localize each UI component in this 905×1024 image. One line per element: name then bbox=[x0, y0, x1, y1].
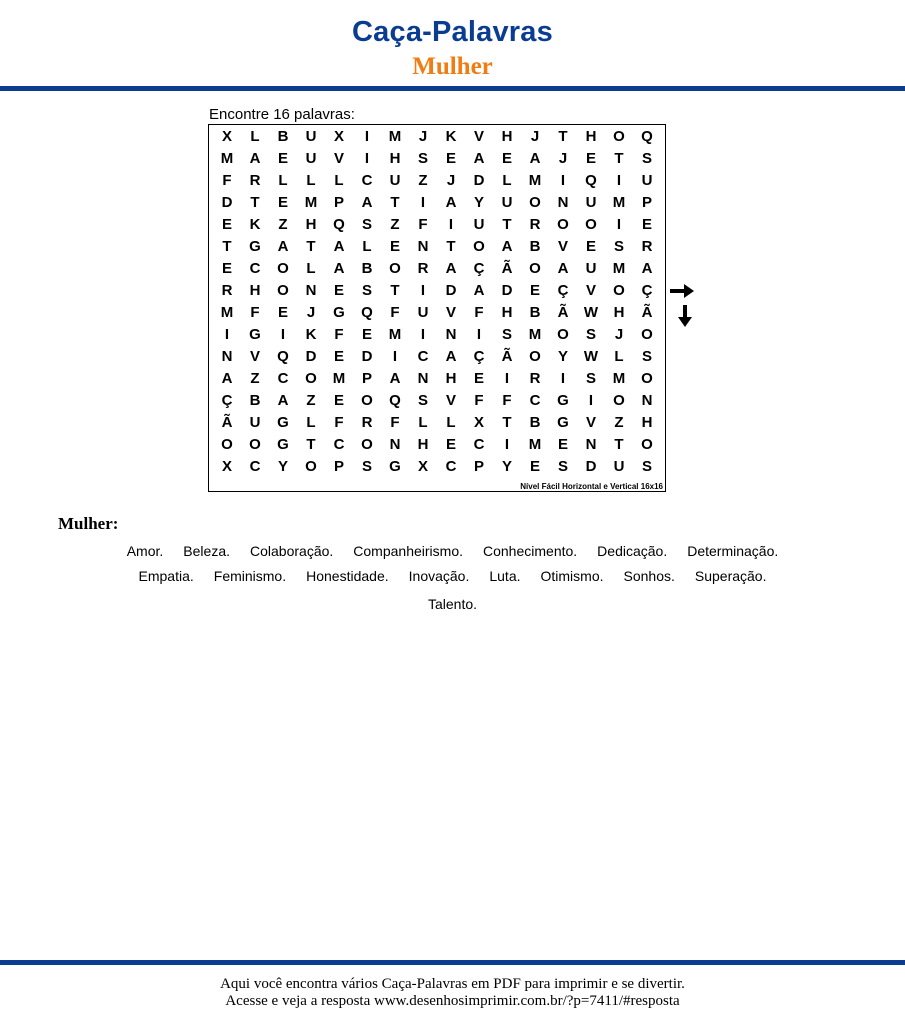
grid-letter: A bbox=[445, 260, 457, 277]
grid-letter: L bbox=[306, 260, 316, 277]
grid-letter: C bbox=[277, 370, 289, 387]
grid-letter: A bbox=[277, 238, 289, 255]
grid-letter: M bbox=[612, 194, 626, 211]
grid-letter: E bbox=[389, 238, 400, 255]
arrow-down-icon bbox=[678, 305, 692, 327]
grid-letter: A bbox=[445, 348, 457, 365]
grid-letter: O bbox=[641, 326, 653, 343]
grid-letter: O bbox=[529, 260, 541, 277]
grid-letter: H bbox=[641, 414, 653, 431]
grid-letter: F bbox=[474, 304, 484, 321]
grid-letter: Ç bbox=[473, 348, 485, 365]
grid-letter: O bbox=[277, 260, 289, 277]
grid-letter: G bbox=[277, 436, 289, 453]
grid-letter: O bbox=[221, 436, 233, 453]
grid-letter: O bbox=[641, 370, 653, 387]
grid-letter: X bbox=[333, 128, 344, 145]
grid-letter: G bbox=[557, 392, 569, 409]
word-list-item: Otimismo. bbox=[540, 568, 604, 584]
grid-letter: O bbox=[361, 436, 373, 453]
grid-letter: A bbox=[277, 392, 289, 409]
grid-letter: H bbox=[417, 436, 429, 453]
grid-letter: N bbox=[445, 326, 457, 343]
grid-letter: Y bbox=[557, 348, 568, 365]
grid-letter: V bbox=[585, 414, 596, 431]
grid-letter: X bbox=[221, 458, 232, 475]
word-list-item: Colaboração. bbox=[250, 543, 334, 559]
grid-letter: E bbox=[277, 194, 288, 211]
grid-letter: C bbox=[249, 458, 261, 475]
grid-letter: R bbox=[249, 172, 261, 189]
grid-letter: E bbox=[529, 282, 540, 299]
grid-letter: O bbox=[473, 238, 485, 255]
grid-letter: L bbox=[502, 172, 512, 189]
grid-letter: D bbox=[305, 348, 317, 365]
grid-letter: J bbox=[306, 304, 316, 321]
grid-letter: C bbox=[445, 458, 457, 475]
grid-letter: O bbox=[613, 392, 625, 409]
grid-letter: D bbox=[585, 458, 597, 475]
grid-letter: V bbox=[445, 304, 456, 321]
grid-letter: M bbox=[332, 370, 346, 387]
grid-letter: V bbox=[585, 282, 596, 299]
grid-letter: N bbox=[221, 348, 233, 365]
grid-letter: V bbox=[557, 238, 568, 255]
grid-letter: U bbox=[389, 172, 401, 189]
grid-letter: E bbox=[557, 436, 568, 453]
grid-letter: B bbox=[529, 238, 541, 255]
grid-letter: N bbox=[417, 238, 429, 255]
grid-letter: L bbox=[334, 172, 344, 189]
grid-letter: F bbox=[334, 414, 344, 431]
grid-letter: E bbox=[501, 150, 512, 167]
grid-letter: E bbox=[277, 304, 288, 321]
puzzle-instructions: Encontre 16 palavras: bbox=[209, 106, 355, 123]
grid-letter: I bbox=[616, 216, 622, 233]
grid-letter: C bbox=[361, 172, 373, 189]
grid-letter: S bbox=[641, 348, 652, 365]
grid-letter: R bbox=[529, 216, 541, 233]
grid-letter: E bbox=[221, 260, 232, 277]
word-list-item: Empatia. bbox=[138, 568, 194, 584]
grid-letter: M bbox=[612, 370, 626, 387]
grid-letter: B bbox=[277, 128, 289, 145]
grid-letter: O bbox=[613, 282, 625, 299]
grid-letter: E bbox=[585, 150, 596, 167]
grid-letter: I bbox=[420, 326, 426, 343]
grid-letter: D bbox=[221, 194, 233, 211]
grid-letter: Z bbox=[278, 216, 288, 233]
grid-letter: H bbox=[305, 216, 317, 233]
grid-letter: Z bbox=[250, 370, 260, 387]
grid-letter: U bbox=[501, 194, 513, 211]
bottom-divider bbox=[0, 960, 905, 965]
grid-letter: D bbox=[473, 172, 485, 189]
grid-letter: L bbox=[278, 172, 288, 189]
grid-letter: L bbox=[362, 238, 372, 255]
word-list-item: Feminismo. bbox=[213, 568, 287, 584]
grid-letter: Q bbox=[277, 348, 289, 365]
grid-letter: H bbox=[585, 128, 597, 145]
grid-letter: V bbox=[249, 348, 260, 365]
grid-letter: H bbox=[501, 304, 513, 321]
grid-letter: S bbox=[361, 216, 372, 233]
grid-letter: N bbox=[585, 436, 597, 453]
grid-letter: U bbox=[585, 194, 597, 211]
grid-letter: R bbox=[221, 282, 233, 299]
grid-letter: F bbox=[390, 304, 400, 321]
grid-letter: Q bbox=[361, 304, 373, 321]
grid-letter: U bbox=[305, 128, 317, 145]
grid-letter: S bbox=[585, 326, 596, 343]
grid-letter: U bbox=[641, 172, 653, 189]
grid-letter: R bbox=[417, 260, 429, 277]
grid-letter: Ã bbox=[501, 260, 513, 277]
grid-letter: T bbox=[222, 238, 232, 255]
grid-letter: P bbox=[473, 458, 484, 475]
grid-letter: T bbox=[558, 128, 568, 145]
grid-letter: B bbox=[249, 392, 261, 409]
grid-letter: U bbox=[473, 216, 485, 233]
grid-letter: D bbox=[361, 348, 373, 365]
grid-letter: A bbox=[473, 150, 485, 167]
grid-letter: E bbox=[445, 150, 456, 167]
grid-letter: I bbox=[364, 128, 370, 145]
grid-letter: H bbox=[613, 304, 625, 321]
grid-letter: O bbox=[277, 282, 289, 299]
grid-letter: V bbox=[445, 392, 456, 409]
grid-letter: M bbox=[220, 150, 234, 167]
grid-letter: E bbox=[585, 238, 596, 255]
word-search-grid bbox=[208, 124, 666, 492]
grid-letter: E bbox=[333, 348, 344, 365]
grid-letter: E bbox=[277, 150, 288, 167]
grid-letter: N bbox=[557, 194, 569, 211]
grid-letter: O bbox=[529, 348, 541, 365]
grid-letter: Ç bbox=[221, 392, 233, 409]
word-list-item: Beleza. bbox=[183, 543, 230, 559]
grid-letter: C bbox=[473, 436, 485, 453]
grid-letter: E bbox=[473, 370, 484, 387]
grid-letter: L bbox=[614, 348, 624, 365]
grid-letter: R bbox=[641, 238, 653, 255]
grid-letter: T bbox=[390, 282, 400, 299]
difficulty-label: Nível Fácil Horizontal e Vertical 16x16 bbox=[520, 482, 663, 491]
grid-letter: I bbox=[448, 216, 454, 233]
grid-letter: M bbox=[304, 194, 318, 211]
grid-letter: D bbox=[501, 282, 513, 299]
grid-letter: F bbox=[222, 172, 232, 189]
grid-letter: K bbox=[445, 128, 457, 145]
grid-letter: A bbox=[221, 370, 233, 387]
grid-letter: J bbox=[530, 128, 540, 145]
grid-letter: A bbox=[389, 370, 401, 387]
word-list-item: Inovação. bbox=[408, 568, 470, 584]
grid-letter: I bbox=[560, 172, 566, 189]
grid-letter: F bbox=[334, 326, 344, 343]
grid-letter: F bbox=[502, 392, 512, 409]
grid-letter: I bbox=[504, 436, 510, 453]
grid-letter: E bbox=[445, 436, 456, 453]
grid-letter: W bbox=[583, 304, 599, 321]
word-list-item: Honestidade. bbox=[306, 568, 389, 584]
grid-letter: M bbox=[388, 326, 402, 343]
grid-letter: E bbox=[641, 216, 652, 233]
grid-letter: Ã bbox=[221, 414, 233, 431]
grid-letter: A bbox=[361, 194, 373, 211]
grid-letter: M bbox=[388, 128, 402, 145]
grid-letter: N bbox=[305, 282, 317, 299]
grid-letter: M bbox=[220, 304, 234, 321]
grid-letter: V bbox=[473, 128, 484, 145]
grid-letter: M bbox=[528, 172, 542, 189]
grid-letter: C bbox=[249, 260, 261, 277]
word-list-row-1 bbox=[0, 543, 905, 559]
grid-letter: Q bbox=[333, 216, 345, 233]
grid-letter: S bbox=[417, 150, 428, 167]
grid-letter: I bbox=[504, 370, 510, 387]
grid-letter: O bbox=[613, 128, 625, 145]
grid-letter: B bbox=[529, 304, 541, 321]
grid-letter: Y bbox=[473, 194, 484, 211]
word-list-item: Sonhos. bbox=[623, 568, 675, 584]
grid-letter: Ç bbox=[641, 282, 653, 299]
grid-letter: M bbox=[528, 436, 542, 453]
footer-link-text: Acesse e veja a resposta www.desenhosimprimir.com.br/?p=7411/#resposta bbox=[225, 993, 680, 1009]
grid-letter: A bbox=[529, 150, 541, 167]
grid-letter: F bbox=[418, 216, 428, 233]
grid-letter: S bbox=[501, 326, 512, 343]
grid-letter: Ã bbox=[501, 348, 513, 365]
grid-letter: S bbox=[641, 458, 652, 475]
grid-letter: E bbox=[361, 326, 372, 343]
grid-letter: A bbox=[473, 282, 485, 299]
grid-letter: J bbox=[614, 326, 624, 343]
grid-letter: L bbox=[306, 414, 316, 431]
footer-text: Aqui você encontra vários Caça-Palavras em PDF para imprimir e se divertir. bbox=[220, 976, 685, 992]
grid-letter: C bbox=[333, 436, 345, 453]
grid-letter: F bbox=[390, 414, 400, 431]
grid-letter: Z bbox=[418, 172, 428, 189]
grid-letter: O bbox=[585, 216, 597, 233]
grid-letter: J bbox=[558, 150, 568, 167]
grid-letter: G bbox=[249, 238, 261, 255]
grid-letter: J bbox=[418, 128, 428, 145]
grid-letter: F bbox=[250, 304, 260, 321]
grid-letter: Ã bbox=[641, 304, 653, 321]
grid-letter: I bbox=[364, 150, 370, 167]
grid-letter: Z bbox=[614, 414, 624, 431]
grid-letter: O bbox=[305, 370, 317, 387]
grid-letter: O bbox=[641, 436, 653, 453]
grid-letter: U bbox=[613, 458, 625, 475]
grid-letter: V bbox=[333, 150, 344, 167]
grid-letter: G bbox=[249, 326, 261, 343]
grid-letter: L bbox=[418, 414, 428, 431]
grid-letter: A bbox=[249, 150, 261, 167]
grid-letter: S bbox=[641, 150, 652, 167]
grid-letter: A bbox=[333, 260, 345, 277]
word-list-item: Dedicação. bbox=[597, 543, 668, 559]
grid-letter: G bbox=[333, 304, 345, 321]
word-list-row-2 bbox=[0, 568, 905, 584]
grid-letter: S bbox=[361, 282, 372, 299]
word-list-row-3 bbox=[0, 596, 905, 612]
grid-letter: Ã bbox=[557, 304, 569, 321]
grid-letter: Q bbox=[585, 172, 597, 189]
grid-letter: H bbox=[389, 150, 401, 167]
grid-letter: S bbox=[557, 458, 568, 475]
grid-letter: T bbox=[306, 238, 316, 255]
grid-letter: T bbox=[502, 216, 512, 233]
grid-letter: O bbox=[361, 392, 373, 409]
grid-letter: L bbox=[250, 128, 260, 145]
grid-letter: A bbox=[445, 194, 457, 211]
grid-letter: L bbox=[446, 414, 456, 431]
grid-letter: K bbox=[305, 326, 317, 343]
word-list-title: Mulher: bbox=[58, 514, 119, 533]
grid-letter: I bbox=[224, 326, 230, 343]
grid-letter: T bbox=[250, 194, 260, 211]
grid-letter: O bbox=[389, 260, 401, 277]
grid-letter: B bbox=[529, 414, 541, 431]
grid-letter: O bbox=[557, 216, 569, 233]
grid-letter: O bbox=[529, 194, 541, 211]
grid-letter: I bbox=[420, 194, 426, 211]
grid-letter: T bbox=[614, 150, 624, 167]
grid-letter: X bbox=[473, 414, 484, 431]
grid-cells bbox=[213, 126, 661, 478]
grid-letter: I bbox=[560, 370, 566, 387]
grid-letter: E bbox=[333, 282, 344, 299]
grid-letter: X bbox=[221, 128, 232, 145]
grid-letter: P bbox=[333, 194, 344, 211]
top-divider bbox=[0, 86, 905, 91]
grid-letter: Q bbox=[641, 128, 653, 145]
grid-letter: R bbox=[529, 370, 541, 387]
grid-letter: U bbox=[585, 260, 597, 277]
grid-letter: P bbox=[333, 458, 344, 475]
grid-letter: I bbox=[616, 172, 622, 189]
grid-letter: P bbox=[641, 194, 652, 211]
grid-letter: Z bbox=[306, 392, 316, 409]
grid-letter: I bbox=[588, 392, 594, 409]
grid-letter: S bbox=[361, 458, 372, 475]
grid-letter: P bbox=[361, 370, 372, 387]
grid-letter: W bbox=[583, 348, 599, 365]
word-list-item: Talento. bbox=[427, 596, 478, 612]
grid-letter: Ç bbox=[473, 260, 485, 277]
grid-letter: S bbox=[613, 238, 624, 255]
grid-letter: T bbox=[614, 436, 624, 453]
grid-letter: F bbox=[474, 392, 484, 409]
grid-letter: Y bbox=[277, 458, 288, 475]
grid-letter: H bbox=[501, 128, 513, 145]
grid-letter: U bbox=[417, 304, 429, 321]
grid-letter: E bbox=[529, 458, 540, 475]
grid-letter: D bbox=[445, 282, 457, 299]
grid-letter: G bbox=[557, 414, 569, 431]
grid-letter: T bbox=[390, 194, 400, 211]
grid-letter: H bbox=[445, 370, 457, 387]
grid-letter: R bbox=[361, 414, 373, 431]
page-title: Caça-Palavras bbox=[352, 16, 553, 48]
grid-letter: N bbox=[417, 370, 429, 387]
grid-letter: I bbox=[392, 348, 398, 365]
grid-letter: E bbox=[221, 216, 232, 233]
word-list-item: Companheirismo. bbox=[353, 543, 463, 559]
grid-letter: O bbox=[557, 326, 569, 343]
grid-letter: G bbox=[389, 458, 401, 475]
word-list-item: Conhecimento. bbox=[483, 543, 578, 559]
word-list-item: Luta. bbox=[489, 568, 521, 584]
grid-letter: I bbox=[420, 282, 426, 299]
grid-letter: X bbox=[417, 458, 428, 475]
word-list-item: Superação. bbox=[694, 568, 767, 584]
grid-letter: E bbox=[333, 392, 344, 409]
grid-letter: C bbox=[417, 348, 429, 365]
grid-letter: B bbox=[361, 260, 373, 277]
word-list-item: Amor. bbox=[126, 543, 164, 559]
grid-letter: U bbox=[305, 150, 317, 167]
grid-letter: J bbox=[446, 172, 456, 189]
grid-letter: T bbox=[446, 238, 456, 255]
grid-letter: S bbox=[585, 370, 596, 387]
grid-letter: Z bbox=[390, 216, 400, 233]
grid-letter: A bbox=[501, 238, 513, 255]
grid-letter: O bbox=[249, 436, 261, 453]
arrow-right-icon bbox=[670, 284, 694, 298]
grid-letter: C bbox=[529, 392, 541, 409]
grid-letter: U bbox=[249, 414, 261, 431]
grid-letter: I bbox=[476, 326, 482, 343]
grid-letter: H bbox=[249, 282, 261, 299]
grid-letter: O bbox=[305, 458, 317, 475]
word-list-item: Determinação. bbox=[687, 543, 779, 559]
grid-letter: S bbox=[417, 392, 428, 409]
grid-letter: A bbox=[641, 260, 653, 277]
grid-letter: Q bbox=[389, 392, 401, 409]
page-subtitle: Mulher bbox=[412, 53, 493, 80]
grid-letter: T bbox=[306, 436, 316, 453]
grid-letter: M bbox=[528, 326, 542, 343]
grid-letter: Ç bbox=[557, 282, 569, 299]
grid-letter: K bbox=[249, 216, 261, 233]
grid-letter: G bbox=[277, 414, 289, 431]
grid-letter: L bbox=[306, 172, 316, 189]
grid-letter: N bbox=[641, 392, 653, 409]
grid-letter: I bbox=[280, 326, 286, 343]
grid-letter: A bbox=[557, 260, 569, 277]
grid-letter: Y bbox=[501, 458, 512, 475]
grid-letter: A bbox=[333, 238, 345, 255]
grid-letter: M bbox=[612, 260, 626, 277]
grid-letter: T bbox=[502, 414, 512, 431]
grid-letter: N bbox=[389, 436, 401, 453]
